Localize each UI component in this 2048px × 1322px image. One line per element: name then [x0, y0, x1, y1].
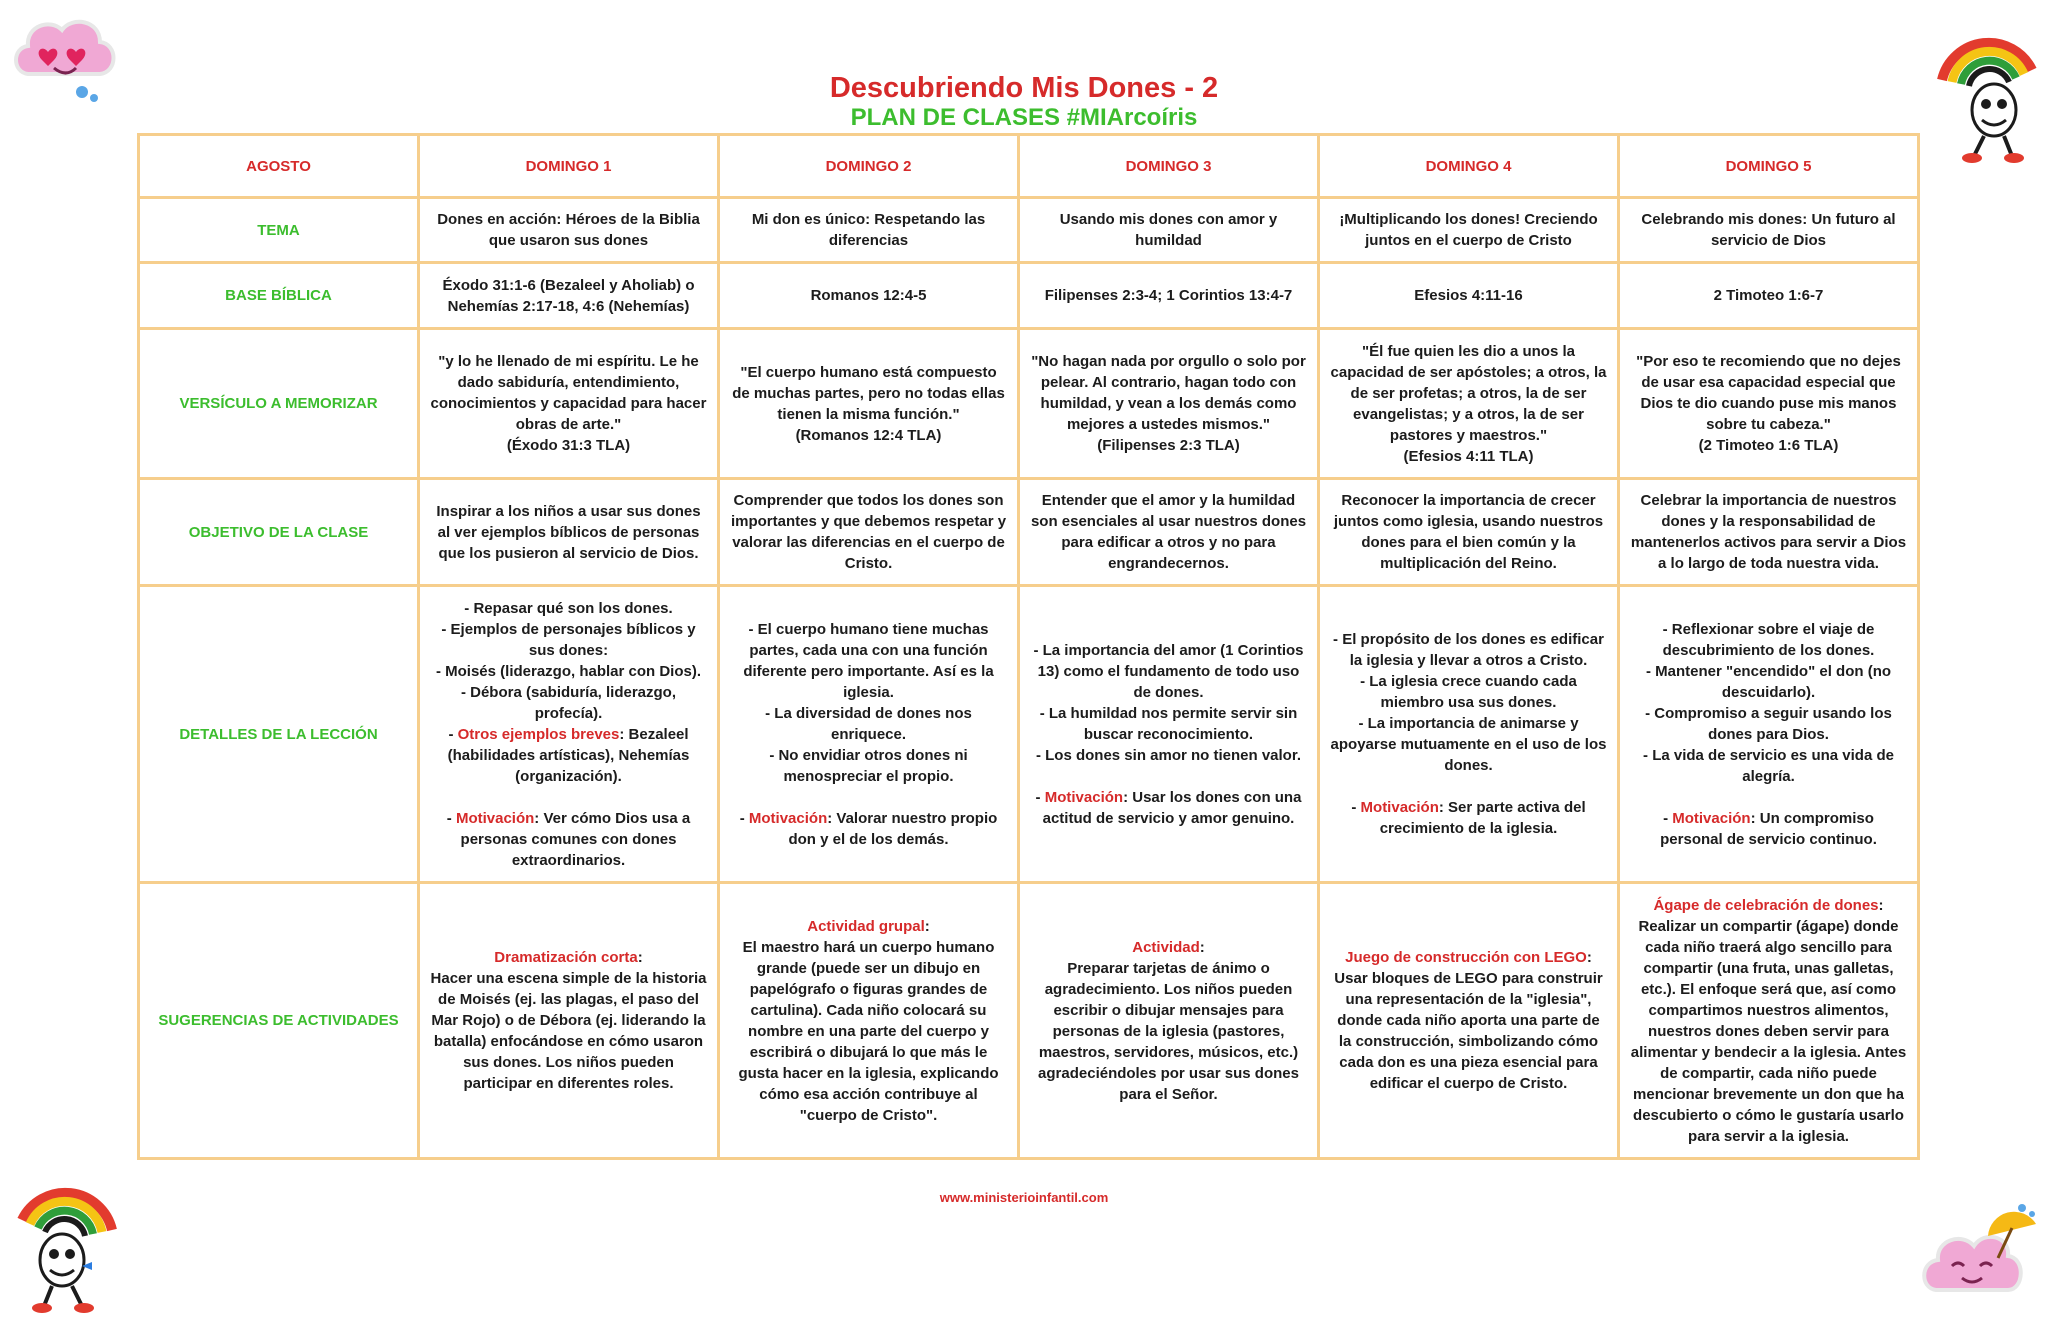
- versiculo-cell: [1619, 329, 1919, 479]
- column-header-domingo-3: DOMINGO 3: [1019, 135, 1319, 198]
- activity-heading: Actividad grupal:: [807, 917, 930, 935]
- detalles-cell: [1019, 586, 1319, 883]
- sugerencia-cell: [1619, 883, 1919, 1159]
- rainbow-mascot-icon: [12, 1160, 122, 1320]
- column-header-domingo-5: DOMINGO 5: [1619, 135, 1919, 198]
- detail-line: - Repasar qué son los dones.: [464, 599, 673, 617]
- activity-heading: Dramatización corta:: [494, 949, 643, 966]
- verse-reference: (Éxodo 31:3 TLA): [506, 437, 631, 454]
- detalles-cell: [719, 586, 1019, 883]
- detalles-cell: [419, 586, 719, 883]
- sugerencia-cell: [1019, 883, 1319, 1159]
- motivation: - Motivación: Ver cómo Dios usa a personas comunes con dones extraordinarios.: [446, 809, 691, 869]
- motivation-label: Motivación: [1360, 799, 1439, 816]
- detail-line: - La iglesia crece cuando cada miembro usa sus dones.: [1360, 673, 1577, 711]
- detail-line: - La importancia de animarse y apoyarse mutuamente en el uso de los dones.: [1330, 715, 1607, 774]
- detalles-cell: [1319, 586, 1619, 883]
- tema-cell: Usando mis dones con amor y humildad: [1019, 198, 1319, 263]
- activity-label: Ágape de celebración de dones: [1653, 896, 1879, 914]
- page-subtitle: PLAN DE CLASES #MIArcoíris: [850, 104, 1198, 131]
- detail-line: - Mantener "encendido" el don (no descuidarlo).: [1645, 662, 1892, 701]
- detail-line: - Reflexionar sobre el viaje de descubrimiento de los dones.: [1662, 620, 1875, 659]
- activity-label: Dramatización corta: [494, 949, 638, 966]
- row-label-versiculo: VERSÍCULO A MEMORIZAR: [139, 329, 419, 479]
- objetivo-cell: Celebrar la importancia de nuestros dones y la responsabilidad de mantenerlos activos para servir a Dios a lo largo de toda nuestra vida.: [1619, 479, 1919, 586]
- row-label-detalles: DETALLES DE LA LECCIÓN: [139, 586, 419, 883]
- heart-eyes-cloud-mascot-icon: [10, 12, 120, 107]
- verse-text: "Él fue quien les dio a unos la capacidad de ser apóstoles; a otros, la de ser profetas; a otros, la de ser evangelistas; y a otros, la de ser pastores y maestros.": [1330, 342, 1607, 444]
- motivation-label: Motivación: [455, 809, 535, 827]
- motivation: - Motivación: Valorar nuestro propio don y el de los demás.: [739, 809, 998, 848]
- footer-website-link[interactable]: www.ministerioinfantil.com: [939, 1190, 1109, 1205]
- objetivo-cell: Entender que el amor y la humildad son esenciales al usar nuestros dones para edificar a otros y no para engrandecernos.: [1019, 479, 1319, 586]
- detail-line: - La vida de servicio es una vida de alegría.: [1643, 746, 1894, 785]
- motivation: - Motivación: Un compromiso personal de servicio continuo.: [1660, 809, 1877, 848]
- sugerencia-cell: [719, 883, 1019, 1159]
- rainbow-mascot-icon: [1932, 10, 2042, 170]
- objetivo-cell: Comprender que todos los dones son importantes y que debemos respetar y valorar las diferencias en el cuerpo de Cristo.: [719, 479, 1019, 586]
- versiculo-cell: [719, 329, 1019, 479]
- base-biblica-cell: Efesios 4:11-16: [1319, 263, 1619, 329]
- motivation-text: Un compromiso personal de servicio continuo.: [1660, 809, 1877, 848]
- versiculo-cell: [1319, 329, 1619, 479]
- extra-examples-text: Bezaleel (habilidades artísticas), Nehemías (organización).: [447, 725, 690, 785]
- detail-line: - La importancia del amor (1 Corintios 13) como el fundamento de todo uso de dones.: [1033, 641, 1304, 701]
- tema-cell: Dones en acción: Héroes de la Biblia que usaron sus dones: [419, 198, 719, 263]
- motivation-text: Valorar nuestro propio don y el de los demás.: [788, 809, 998, 848]
- detail-line: - No envidiar otros dones ni menospreciar el propio.: [769, 746, 968, 785]
- verse-text: "No hagan nada por orgullo o solo por pelear. Al contrario, hagan todo con humildad, y vean a los demás como mejores a ustedes mismos.": [1031, 353, 1306, 433]
- activity-text: Hacer una escena simple de la historia de Moisés (ej. las plagas, el paso del Mar Rojo) o de Débora (ej. liderando la batalla) enfocándose en cómo usaron sus dones. Los niños pueden participar en diferentes roles.: [430, 970, 707, 1092]
- detail-line: - Compromiso a seguir usando los dones para Dios.: [1645, 704, 1892, 743]
- motivation-label: Motivación: [748, 809, 828, 827]
- objetivo-cell: Reconocer la importancia de crecer juntos como iglesia, usando nuestros dones para el bien común y la multiplicación del Reino.: [1319, 479, 1619, 586]
- activity-label: Actividad: [1132, 938, 1200, 956]
- detail-line: - El cuerpo humano tiene muchas partes, cada una con una función diferente pero importante. Así es la iglesia.: [743, 620, 994, 701]
- versiculo-cell: [419, 329, 719, 479]
- motivation: - Motivación: Ser parte activa del crecimiento de la iglesia.: [1351, 799, 1586, 837]
- detail-line: - La humildad nos permite servir sin buscar reconocimiento.: [1039, 704, 1298, 743]
- verse-text: "y lo he llenado de mi espíritu. Le he dado sabiduría, entendimiento, conocimientos y capacidad para hacer obras de arte.": [430, 353, 707, 433]
- versiculo-cell: [1019, 329, 1319, 479]
- base-biblica-cell: 2 Timoteo 1:6-7: [1619, 263, 1919, 329]
- base-biblica-cell: Filipenses 2:3-4; 1 Corintios 13:4-7: [1019, 263, 1319, 329]
- base-biblica-row: [139, 263, 1919, 329]
- activity-text: Realizar un compartir (ágape) donde cada niño traerá algo sencillo para compartir (una fruta, unas galletas, etc.). El enfoque será que, así como compartimos nuestros alimentos, nuestros dones deben servir para alimentar y bendecir a la iglesia. Antes de compartir, cada niño puede mencionar brevemente un don que ha descubierto o cómo le gustaría usarlo para servir a la iglesia.: [1630, 917, 1907, 1145]
- activity-text: Preparar tarjetas de ánimo o agradecimiento. Los niños pueden escribir o dibujar mensajes para personas de la iglesia (pastores, maestros, servidores, músicos, etc.) agradeciéndoles por usar sus dones para el Señor.: [1038, 959, 1299, 1103]
- detail-line: - Ejemplos de personajes bíblicos y sus dones:: [441, 620, 696, 659]
- detalles-cell: [1619, 586, 1919, 883]
- verse-reference: (Romanos 12:4 TLA): [795, 426, 942, 444]
- activity-label: Juego de construcción con LEGO: [1345, 949, 1587, 966]
- page-title: Descubriendo Mis Dones - 2: [829, 72, 1219, 104]
- header-row: [139, 135, 1919, 198]
- activity-text: El maestro hará un cuerpo humano grande (puede ser un dibujo en papelógrafo o figuras grandes de cartulina). Cada niño colocará su nombre en una parte del cuerpo y escribirá o dibujará lo que más le gusta hacer en la iglesia, explicando cómo esa acción contribuye al "cuerpo de Cristo".: [738, 938, 999, 1124]
- row-label-tema: TEMA: [139, 198, 419, 263]
- row-label-objetivo: OBJETIVO DE LA CLASE: [139, 479, 419, 586]
- activity-text: Usar bloques de LEGO para construir una representación de la "iglesia", donde cada niño aporta una parte de la construcción, simbolizando cómo cada don es una pieza esencial para edificar el cuerpo de Cristo.: [1334, 970, 1603, 1092]
- detail-line: - Débora (sabiduría, liderazgo, profecía).: [460, 683, 677, 722]
- extra-examples-label: Otros ejemplos breves: [457, 725, 620, 743]
- detail-extra: - Otros ejemplos breves: Bezaleel (habilidades artísticas), Nehemías (organización).: [447, 725, 690, 785]
- verse-reference: (2 Timoteo 1:6 TLA): [1698, 437, 1839, 454]
- tema-row: [139, 198, 1919, 263]
- motivation-text: Usar los dones con una actitud de servicio y amor genuino.: [1042, 788, 1302, 827]
- lesson-plan-table: [137, 133, 1920, 1160]
- objetivo-row: [139, 479, 1919, 586]
- motivation-text: Ser parte activa del crecimiento de la iglesia.: [1379, 799, 1586, 837]
- detail-line: - Los dones sin amor no tienen valor.: [1035, 746, 1302, 764]
- activity-heading: Juego de construcción con LEGO:: [1345, 949, 1592, 966]
- verse-text: "Por eso te recomiendo que no dejes de usar esa capacidad especial que Dios te dio cuando puse mis manos sobre tu cabeza.": [1636, 353, 1901, 433]
- month-header: AGOSTO: [139, 135, 419, 198]
- detalles-row: [139, 586, 1919, 883]
- tema-cell: ¡Multiplicando los dones! Creciendo juntos en el cuerpo de Cristo: [1319, 198, 1619, 263]
- verse-reference: (Filipenses 2:3 TLA): [1097, 437, 1240, 454]
- column-header-domingo-1: DOMINGO 1: [419, 135, 719, 198]
- sugerencia-cell: [1319, 883, 1619, 1159]
- objetivo-cell: Inspirar a los niños a usar sus dones al ver ejemplos bíblicos de personas que los pusieron al servicio de Dios.: [419, 479, 719, 586]
- tema-cell: Mi don es único: Respetando las diferencias: [719, 198, 1019, 263]
- activity-heading: Ágape de celebración de dones:: [1653, 896, 1884, 914]
- base-biblica-cell: Éxodo 31:1-6 (Bezaleel y Aholiab) o Nehemías 2:17-18, 4:6 (Nehemías): [419, 263, 719, 329]
- column-header-domingo-4: DOMINGO 4: [1319, 135, 1619, 198]
- umbrella-cloud-mascot-icon: [1918, 1200, 2038, 1310]
- motivation-text: Ver cómo Dios usa a personas comunes con dones extraordinarios.: [460, 809, 691, 869]
- verse-reference: (Efesios 4:11 TLA): [1403, 447, 1534, 465]
- versiculo-row: [139, 329, 1919, 479]
- detail-line: - El propósito de los dones es edificar la iglesia y llevar a otros a Cristo.: [1333, 631, 1604, 669]
- verse-text: "El cuerpo humano está compuesto de muchas partes, pero no todas ellas tienen la misma función.": [732, 363, 1005, 423]
- detail-line: - La diversidad de dones nos enriquece.: [765, 704, 972, 743]
- column-header-domingo-2: DOMINGO 2: [719, 135, 1019, 198]
- activity-heading: Actividad:: [1132, 938, 1205, 956]
- tema-cell: Celebrando mis dones: Un futuro al servicio de Dios: [1619, 198, 1919, 263]
- motivation-label: Motivación: [1044, 788, 1124, 806]
- base-biblica-cell: Romanos 12:4-5: [719, 263, 1019, 329]
- row-label-base-biblica: BASE BÍBLICA: [139, 263, 419, 329]
- activity-label: Actividad grupal: [807, 917, 925, 935]
- motivation: - Motivación: Usar los dones con una actitud de servicio y amor genuino.: [1035, 788, 1302, 827]
- detail-line: - Moisés (liderazgo, hablar con Dios).: [435, 662, 702, 680]
- motivation-label: Motivación: [1672, 809, 1751, 827]
- row-label-sugerencias: SUGERENCIAS DE ACTIVIDADES: [139, 883, 419, 1159]
- sugerencias-row: [139, 883, 1919, 1159]
- sugerencia-cell: [419, 883, 719, 1159]
